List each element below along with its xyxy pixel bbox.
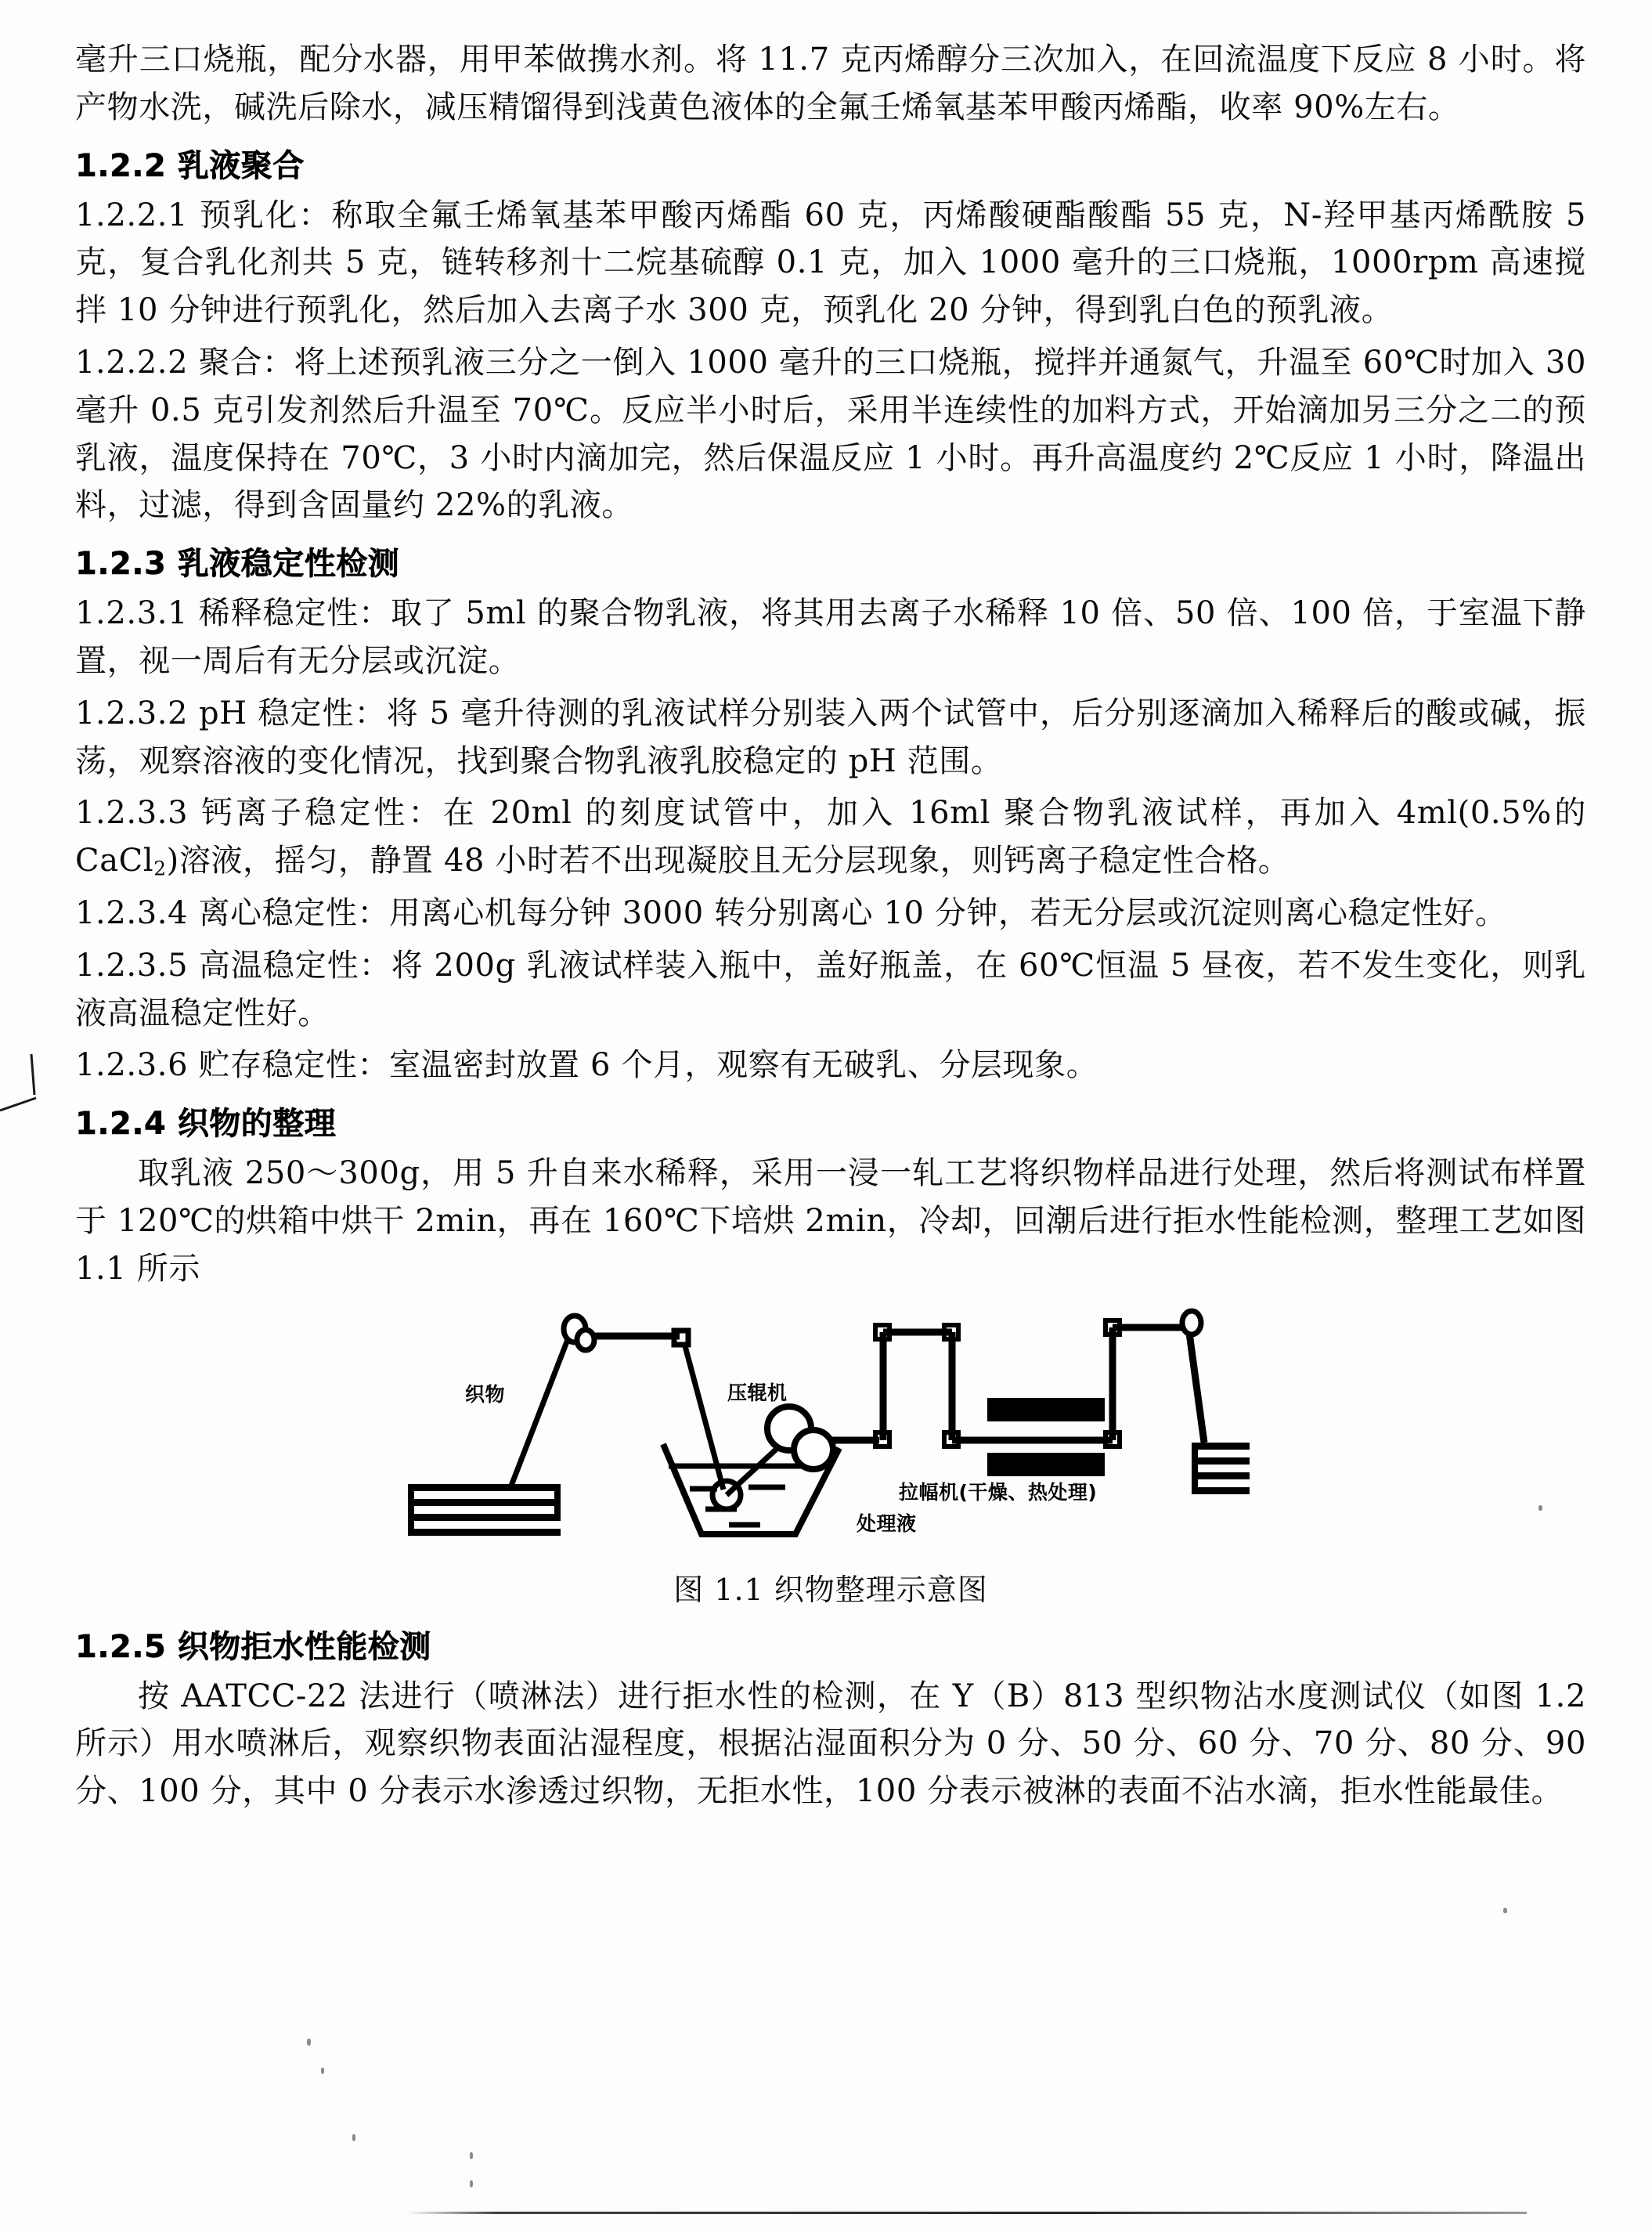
scan-speck (321, 2068, 324, 2074)
guide-roller-2-icon (1182, 1311, 1201, 1335)
scan-speck (470, 2152, 473, 2159)
scan-speck (352, 2134, 355, 2141)
subscript-segment: 2 (153, 857, 167, 880)
heading-1-2-2: 1.2.2 乳液聚合 (75, 147, 305, 184)
fabric-output-stack-icon (1192, 1443, 1250, 1494)
paragraph-1-2-3-4-centrifugal-stability: 1.2.3.4 离心稳定性：用离心机每分钟 3000 转分别离心 10 分钟，若无分层或沉淀则离心稳定性好。 (75, 894, 1507, 931)
paragraph-1-2-3-6-storage-stability: 1.2.3.6 贮存稳定性：室温密封放置 6 个月，观察有无破乳、分层现象。 (75, 1047, 1098, 1084)
paragraph-1-2-3-1-dilution-stability: 1.2.3.1 稀释稳定性：取了 5ml 的聚合物乳液，将其用去离子水稀释 10 倍、50 倍、100 倍，于室温下静置，视一周后有无分层或沉淀。 (75, 595, 1586, 679)
scan-speck (307, 2039, 311, 2046)
fabric-finishing-diagram (404, 1299, 1250, 1573)
paragraph-1-2-3-3-calcium-ion-stability (75, 789, 1586, 885)
fabric-path-line (1004, 1327, 1204, 1443)
fabric-path-line (831, 1332, 1004, 1440)
heading-1-2-5: 1.2.5 织物拒水性能检测 (75, 1628, 431, 1665)
figure-caption: 图 1.1 织物整理示意图 (673, 1572, 988, 1607)
figure-label-stenter: 拉幅机(干燥、热处理) (899, 1480, 1098, 1504)
scan-speck (1538, 1505, 1542, 1511)
paragraph-1-2-5-water-repellency-test: 按 AATCC-22 法进行（喷淋法）进行拒水性的检测，在 Y（B）813 型织物沾水度测试仪（如图 1.2 所示）用水喷淋后，观察织物表面沾湿程度，根据沾湿面积分为 0 分、50 分、60 分、70 分、80 分、90 分、100 分，其中 0 分表示水渗透过织物，无拒水性，100 分表示被淋的表面不沾水滴，拒水性能最佳。 (75, 1678, 1586, 1810)
fabric-stack-icon (408, 1484, 561, 1536)
scan-speck (1503, 1908, 1507, 1913)
heading-1-2-4: 1.2.4 织物的整理 (75, 1106, 337, 1143)
padding-mangle-rollers-icon (767, 1407, 833, 1469)
paragraph-1-2-3-5-high-temperature-stability: 1.2.3.5 高温稳定性：将 200g 乳液试样装入瓶中，盖好瓶盖，在 60℃恒温 5 昼夜，若不发生变化，则乳液高温稳定性好。 (75, 947, 1586, 1031)
heading-1-2-3: 1.2.3 乳液稳定性检测 (75, 546, 400, 583)
figure-label-fabric: 织物 (465, 1382, 506, 1406)
text-segment: )溶液，摇匀，静置 48 小时若不出现凝胶且无分层现象，则钙离子稳定性合格。 (166, 843, 1290, 879)
paragraph-1-2-3-2-ph-stability: 1.2.3.2 pH 稳定性：将 5 毫升待测的乳液试样分别装入两个试管中，后分别逐滴加入稀释后的酸或碱，振荡，观察溶液的变化情况，找到聚合物乳液乳胶稳定的 pH 范围。 (75, 695, 1586, 779)
paragraph-1-2-2-2-polymerization: 1.2.2.2 聚合：将上述预乳液三分之一倒入 1000 毫升的三口烧瓶，搅拌并通氮气，升温至 60℃时加入 30 毫升 0.5 克引发剂然后升温至 70℃。反应半小时后，采用半连续性的加料方式，开始滴加另三分之二的预乳液，温度保持在 70℃，3 小时内滴加完，然后保温反应 1 小时。再升高温度约 2℃反应 1 小时，降温出料，过滤，得到含固量约 22%的乳液。 (75, 344, 1586, 524)
text-segment: 1.2.3.3 钙离子稳定性：在 20ml 的刻度试管中，加入 16ml 聚合物乳液试样，再加入 4ml(0.5%的 CaCl (75, 795, 1586, 879)
figure-label-padder: 压辊机 (727, 1381, 788, 1404)
figure-label-liquor: 处理液 (857, 1511, 917, 1535)
liquor-level-dashes (690, 1487, 785, 1534)
page-bottom-rule (407, 2212, 1527, 2214)
paragraph-intro-continuation: 毫升三口烧瓶，配分水器，用甲苯做携水剂。将 11.7 克丙烯醇分三次加入，在回流温度下反应 8 小时。将产物水洗，碱洗后除水，减压精馏得到浅黄色液体的全氟壬烯氧基苯甲酸丙烯酯，收率 90%左右。 (75, 42, 1586, 125)
page-content (75, 36, 1586, 1820)
figure-1-1 (75, 1299, 1586, 1613)
scan-speck (470, 2180, 473, 2187)
bracket-icon (674, 1331, 688, 1345)
paragraph-1-2-2-1-pre-emulsification: 1.2.2.1 预乳化：称取全氟壬烯氧基苯甲酸丙烯酯 60 克，丙烯酸硬酯酸酯 55 克，N-羟甲基丙烯酰胺 5 克，复合乳化剂共 5 克，链转移剂十二烷基硫醇 0.1 克，加入 1000 毫升的三口烧瓶，1000rpm 高速搅拌 10 分钟进行预乳化，然后加入去离子水 300 克，预乳化 20 分钟，得到乳白色的预乳液。 (75, 197, 1586, 329)
paragraph-1-2-4-fabric-finishing: 取乳液 250～300g，用 5 升自来水稀释，采用一浸一轧工艺将织物样品进行处理，然后将测试布样置于 120℃的烘箱中烘干 2min，再在 160℃下培烘 2min，冷却，回潮后进行拒水性能检测，整理工艺如图 1.1 所示 (75, 1155, 1586, 1287)
